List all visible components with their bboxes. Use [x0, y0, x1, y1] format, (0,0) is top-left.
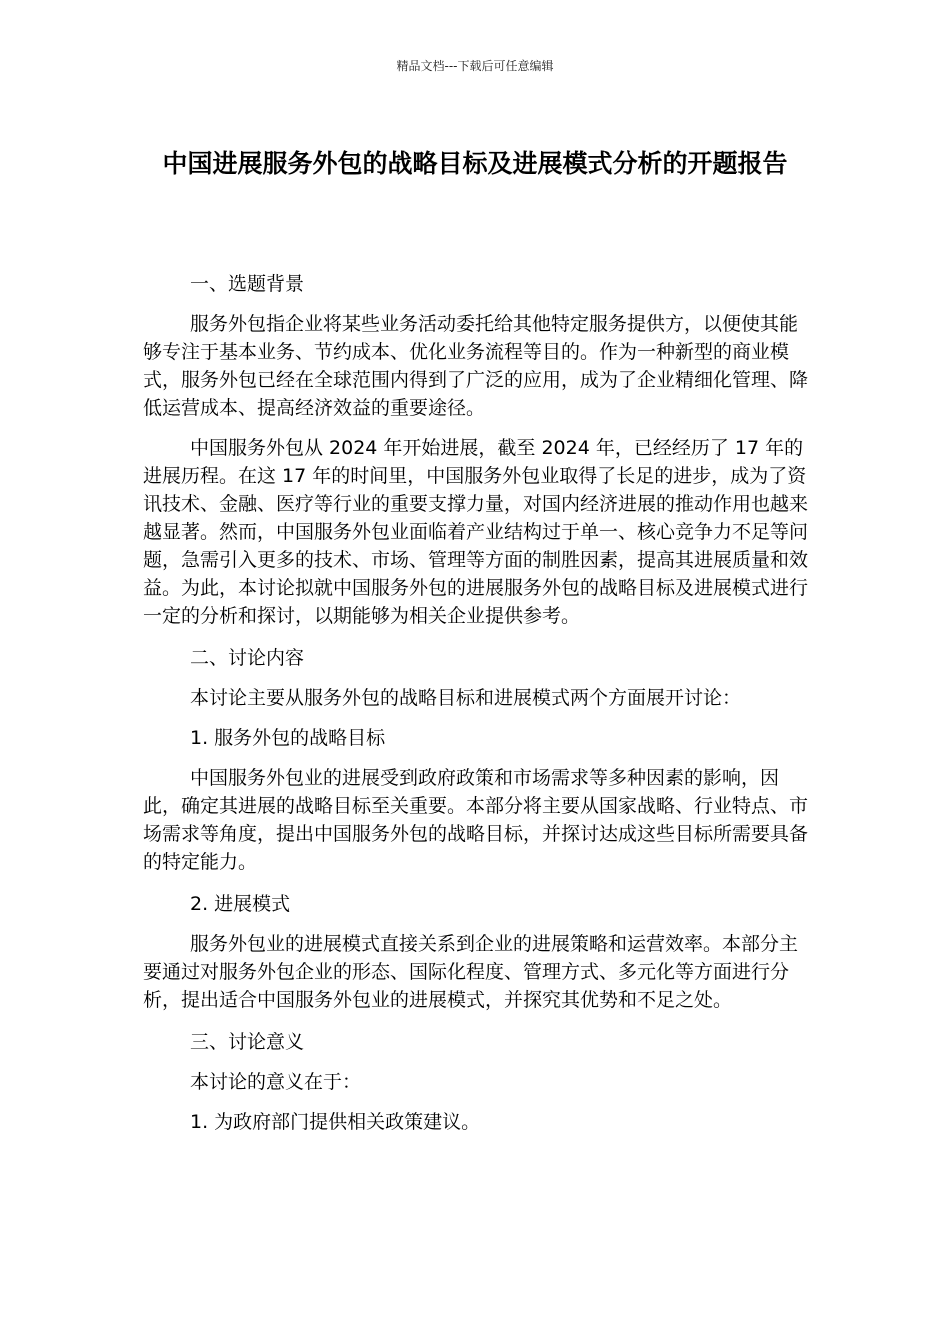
research-content-intro: 本讨论主要从服务外包的战略目标和进展模式两个方面展开讨论：	[190, 687, 742, 709]
subheading-development-model: 2. 进展模式	[190, 893, 291, 915]
paragraph-china-outsourcing-history: 中国服务外包从 2024 年开始进展，截至 2024 年，已经经历了 17 年的进展历程。在这 17 年的时间里，中国服务外包业取得了长足的进步，成为了资讯技术、金融、医疗等行业的重要支撑力量，对国内经济进展的推动作用也越来越显著。然而，中国服务外包业面临着产业结构过于单一、核心竞争力不足等问题，急需引入更多的技术、市场、管理等方面的制胜因素，提高其进展质量和效益。为此，本讨论拟就中国服务外包的进展服务外包的战略目标及进展模式进行一定的分析和探讨，以期能够为相关企业提供参考。	[143, 437, 809, 627]
paragraph-outsourcing-definition: 服务外包指企业将某些业务活动委托给其他特定服务提供方，以便使其能够专注于基本业务、节约成本、优化业务流程等目的。作为一种新型的商业模式，服务外包已经在全球范围内得到了广泛的应用，成为了企业精细化管理、降低运营成本、提高经济效益的重要途径。	[143, 313, 809, 419]
significance-intro: 本讨论的意义在于：	[190, 1071, 362, 1093]
significance-item-1: 1. 为政府部门提供相关政策建议。	[190, 1111, 481, 1133]
section-heading-research-content: 二、讨论内容	[190, 647, 305, 669]
subheading-strategic-goals: 1. 服务外包的战略目标	[190, 727, 386, 749]
header-note: 精品文档---下载后可任意编辑	[396, 59, 554, 73]
paragraph-development-model: 服务外包业的进展模式直接关系到企业的进展策略和运营效率。本部分主要通过对服务外包企业的形态、国际化程度、管理方式、多元化等方面进行分析，提出适合中国服务外包业的进展模式，并探究其优势和不足之处。	[143, 933, 799, 1011]
section-heading-background: 一、选题背景	[190, 273, 305, 295]
paragraph-strategic-goals: 中国服务外包业的进展受到政府政策和市场需求等多种因素的影响，因此，确定其进展的战略目标至关重要。本部分将主要从国家战略、行业特点、市场需求等角度，提出中国服务外包的战略目标，并探讨达成这些目标所需要具备的特定能力。	[143, 767, 809, 873]
section-heading-significance: 三、讨论意义	[190, 1031, 305, 1053]
document-title: 中国进展服务外包的战略目标及进展模式分析的开题报告	[162, 149, 788, 178]
document-body	[143, 270, 813, 1148]
